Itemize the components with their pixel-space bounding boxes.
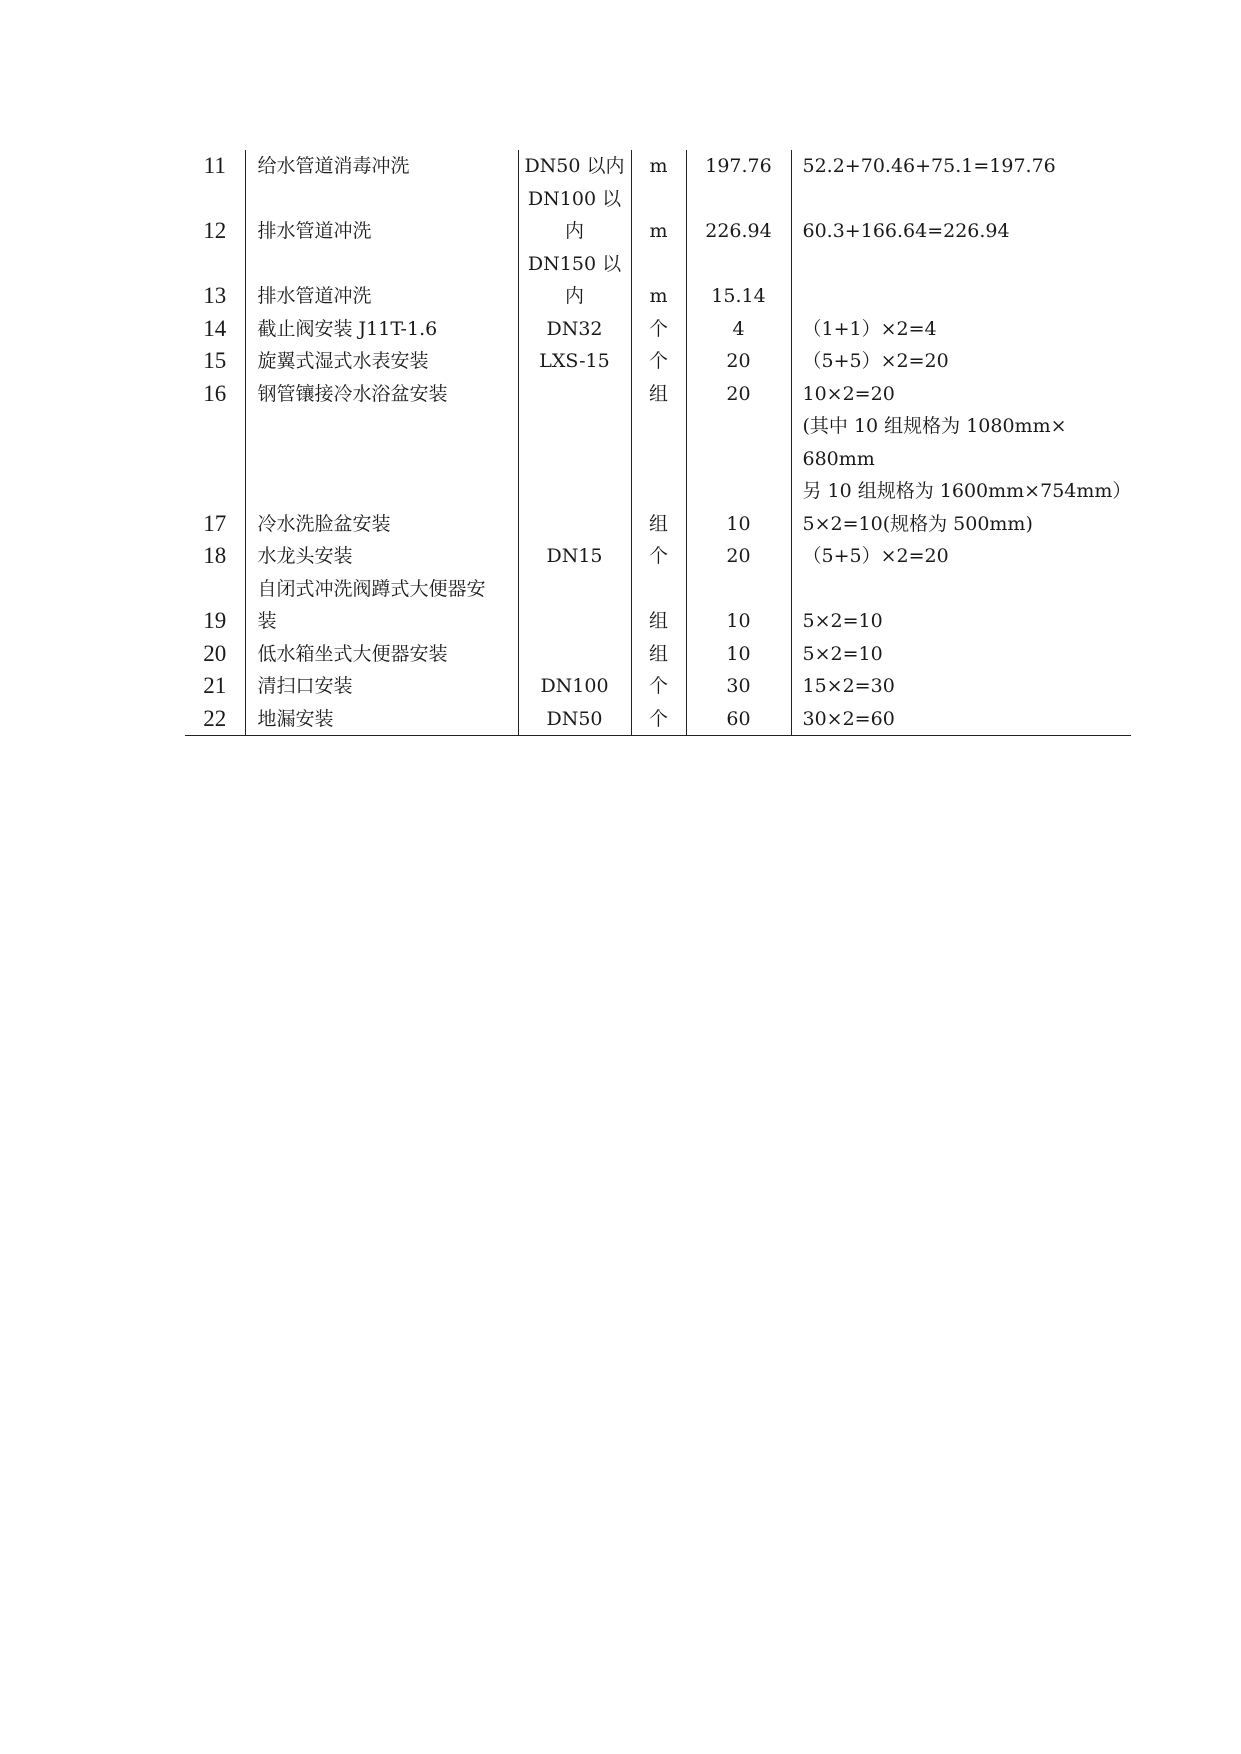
item-spec: LXS-15	[518, 345, 631, 378]
item-quantity: 30	[686, 670, 791, 703]
table-row	[185, 215, 1131, 248]
table-row	[185, 573, 1131, 606]
item-name: 旋翼式湿式水表安装	[245, 345, 518, 378]
item-name: 排水管道冲洗	[245, 280, 518, 313]
item-name	[245, 443, 518, 476]
table-row	[185, 410, 1131, 443]
table-row	[185, 150, 1131, 183]
row-number: 12	[185, 215, 245, 248]
row-number: 21	[185, 670, 245, 703]
item-quantity: 10	[686, 508, 791, 541]
item-spec: DN150 以	[518, 248, 631, 281]
row-number	[185, 443, 245, 476]
item-unit: 组	[631, 508, 686, 541]
item-quantity	[686, 443, 791, 476]
row-number: 15	[185, 345, 245, 378]
item-calculation: 5×2=10(规格为 500mm)	[802, 512, 1033, 535]
item-calculation: 52.2+70.46+75.1=197.76	[802, 155, 1056, 177]
item-name: 给水管道消毒冲洗	[245, 150, 518, 183]
item-calculation: 5×2=10	[802, 642, 883, 665]
item-spec: DN100	[518, 670, 631, 703]
item-calculation: 10×2=20	[802, 382, 895, 405]
item-quantity	[686, 183, 791, 216]
item-unit	[631, 573, 686, 606]
item-name	[245, 410, 518, 443]
table-row	[185, 183, 1131, 216]
item-unit	[631, 443, 686, 476]
item-name: 地漏安装	[245, 703, 518, 736]
row-number	[185, 573, 245, 606]
item-quantity: 15.14	[686, 280, 791, 313]
table-row	[185, 638, 1131, 671]
item-spec	[518, 573, 631, 606]
item-name: 低水箱坐式大便器安装	[245, 638, 518, 671]
item-quantity	[686, 475, 791, 508]
table-row	[185, 508, 1131, 541]
item-unit: 组	[631, 638, 686, 671]
item-quantity: 10	[686, 605, 791, 638]
item-spec: DN15	[518, 540, 631, 573]
item-spec	[518, 475, 631, 508]
table-row	[185, 475, 1131, 508]
item-quantity: 226.94	[686, 215, 791, 248]
item-name	[245, 475, 518, 508]
quantity-table	[185, 150, 1131, 736]
item-quantity: 20	[686, 378, 791, 411]
item-quantity: 20	[686, 540, 791, 573]
item-calculation: 另 10 组规格为 1600mm×754mm）	[802, 480, 1132, 502]
item-spec	[518, 605, 631, 638]
item-spec: DN100 以	[518, 183, 631, 216]
item-spec: DN50 以内	[518, 150, 631, 183]
item-unit	[631, 248, 686, 281]
item-unit	[631, 475, 686, 508]
item-quantity: 60	[686, 703, 791, 736]
item-name	[245, 183, 518, 216]
item-calculation: （5+5）×2=20	[802, 350, 949, 372]
row-number: 22	[185, 703, 245, 736]
item-unit: 个	[631, 313, 686, 346]
item-calculation: 60.3+166.64=226.94	[802, 220, 1010, 242]
item-spec	[518, 508, 631, 541]
row-number: 13	[185, 280, 245, 313]
item-name: 清扫口安装	[245, 670, 518, 703]
item-calculation: (其中 10 组规格为 1080mm×	[802, 415, 1067, 437]
item-calculation	[791, 573, 1131, 606]
row-number	[185, 410, 245, 443]
item-quantity: 10	[686, 638, 791, 671]
item-unit: m	[631, 280, 686, 313]
table-row	[185, 248, 1131, 281]
item-unit: 个	[631, 703, 686, 736]
table-row	[185, 280, 1131, 313]
item-quantity: 4	[686, 313, 791, 346]
table-row	[185, 313, 1131, 346]
table-row	[185, 670, 1131, 703]
table-row	[185, 378, 1131, 411]
item-unit: 组	[631, 605, 686, 638]
row-number: 14	[185, 313, 245, 346]
item-quantity	[686, 573, 791, 606]
item-spec: 内	[518, 215, 631, 248]
row-number: 20	[185, 638, 245, 671]
item-calculation	[791, 280, 1131, 313]
table-row	[185, 703, 1131, 736]
item-spec	[518, 378, 631, 411]
row-number	[185, 183, 245, 216]
item-name: 装	[245, 605, 518, 638]
item-unit: 个	[631, 540, 686, 573]
item-quantity: 197.76	[686, 150, 791, 183]
table-row	[185, 443, 1131, 476]
item-name	[245, 248, 518, 281]
item-calculation: 680mm	[802, 447, 875, 470]
item-unit: 个	[631, 345, 686, 378]
item-name: 截止阀安装 J11T-1.6	[245, 313, 518, 346]
item-calculation: 30×2=60	[802, 707, 895, 730]
item-name: 钢管镶接冷水浴盆安装	[245, 378, 518, 411]
item-name: 排水管道冲洗	[245, 215, 518, 248]
item-spec: DN50	[518, 703, 631, 736]
item-unit: 组	[631, 378, 686, 411]
row-number	[185, 475, 245, 508]
item-name: 水龙头安装	[245, 540, 518, 573]
item-spec: 内	[518, 280, 631, 313]
table-row	[185, 605, 1131, 638]
item-spec	[518, 410, 631, 443]
item-calculation: 5×2=10	[802, 610, 883, 632]
row-number: 11	[185, 150, 245, 183]
item-spec	[518, 443, 631, 476]
item-spec	[518, 638, 631, 671]
item-calculation	[791, 248, 1131, 281]
row-number: 19	[185, 605, 245, 638]
item-quantity: 20	[686, 345, 791, 378]
table-row	[185, 540, 1131, 573]
item-name: 自闭式冲洗阀蹲式大便器安	[245, 573, 518, 606]
item-name: 冷水洗脸盆安装	[245, 508, 518, 541]
item-calculation: （1+1）×2=4	[802, 317, 937, 340]
item-unit: m	[631, 215, 686, 248]
item-calculation	[791, 183, 1131, 216]
item-calculation: （5+5）×2=20	[802, 545, 949, 567]
item-unit: m	[631, 150, 686, 183]
row-number: 18	[185, 540, 245, 573]
item-unit: 个	[631, 670, 686, 703]
item-quantity	[686, 248, 791, 281]
row-number: 16	[185, 378, 245, 411]
item-calculation: 15×2=30	[802, 675, 895, 697]
item-spec: DN32	[518, 313, 631, 346]
table-body	[185, 150, 1131, 736]
table-row	[185, 345, 1131, 378]
item-unit	[631, 410, 686, 443]
item-quantity	[686, 410, 791, 443]
item-unit	[631, 183, 686, 216]
row-number: 17	[185, 508, 245, 541]
row-number	[185, 248, 245, 281]
